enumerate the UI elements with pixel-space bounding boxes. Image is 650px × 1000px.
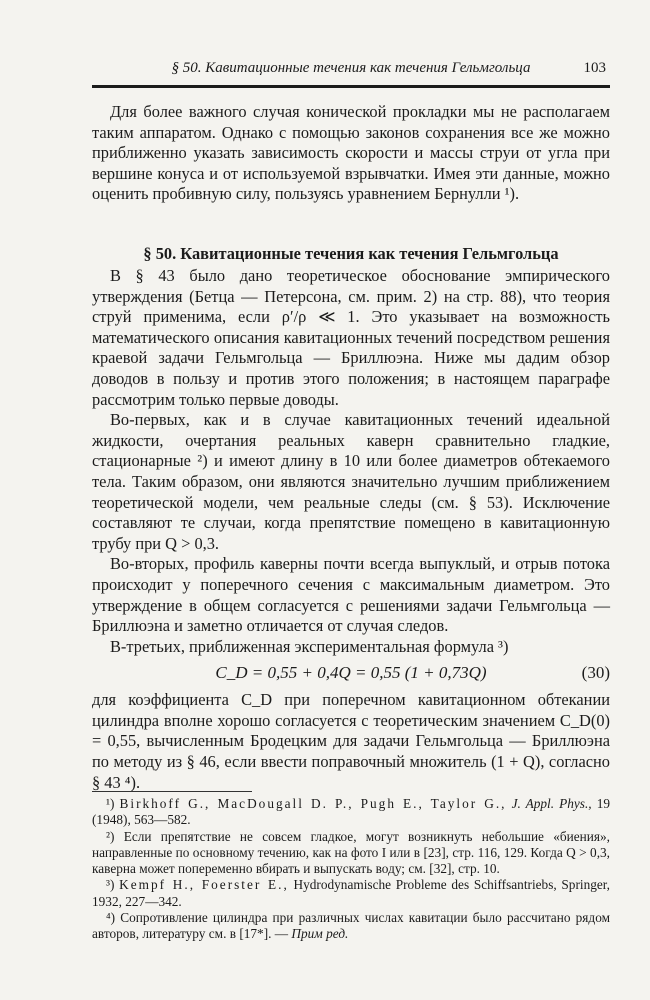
- paragraph-3: Во-вторых, профиль каверны почти всегда выпуклый, и отрыв потока происходит у поперечного сечения с максимальным диаметром. Это утверждение в общем согласуется с решениями задачи Гельмгольца — Бриллюэна и заметно отличается от случая следов.: [92, 554, 610, 636]
- equation-formula: C_D = 0,55 + 0,4Q = 0,55 (1 + 0,73Q): [215, 663, 487, 683]
- footnote-4: [92, 910, 610, 943]
- intro-paragraph: Для более важного случая конической прокладки мы не располагаем таким аппаратом. Однако с помощью законов сохранения все же можно приближенно указать зависимость скорости и массы струи от угла при вершине конуса и от используемой взрывчатки. Имея эти данные, можно оценить пробивную силу, пользуясь уравнением Бернулли ¹).: [92, 102, 610, 204]
- footnote-4-note: Прим ред.: [291, 926, 349, 942]
- footnote-4-marker: ⁴): [106, 910, 116, 926]
- footnote-2-text: Если препятствие не совсем гладкое, могут возникнуть небольшие «биения», направленные по основному течению, как на фото I или в [23], стр. 116, 129. Когда Q > 0,3, каверна может попеременно вбирать и выпускать воду; см. [32], стр. 10.: [92, 828, 610, 877]
- footnote-1-journal: J. Appl. Phys.,: [511, 796, 592, 811]
- footnote-4-text: Сопротивление цилиндра при различных числах кавитации было рассчитано рядом авторов, литературу см. в [17*]. —: [92, 910, 611, 942]
- footnote-1-rest: 19 (1948), 563—582.: [92, 796, 611, 828]
- paragraph-4: В-третьих, приближенная экспериментальная формула ³): [110, 636, 509, 656]
- running-head: § 50. Кавитационные течения как течения Гельмгольца: [171, 60, 531, 76]
- footnote-2-marker: ²): [106, 828, 115, 844]
- footnote-3: [92, 877, 610, 910]
- footnote-1: [92, 796, 610, 829]
- page-number: 103: [583, 60, 606, 76]
- footnote-3-text: Hydrodynamische Probleme des Schiffsantriebs, Springer, 1932, 227—342.: [92, 877, 610, 909]
- equation-number: (30): [581, 663, 610, 683]
- footnote-1-marker: ¹): [106, 796, 115, 811]
- footnotes: [92, 796, 610, 943]
- paragraph-1: В § 43 было дано теоретическое обоснование эмпирического утверждения (Бетца — Петерсона, см. прим. 2) на стр. 88), что теория струй применима, если ρ′/ρ ≪ 1. Это указывает на возможность математического описания кавитационных течений посредством решения краевой задачи Гельмгольца — Бриллюэна. Ниже мы дадим обзор доводов в пользу и против этого положения; в настоящем параграфе рассмотрим только первые доводы.: [92, 266, 610, 409]
- equation-row: [92, 657, 610, 690]
- footnote-2: [92, 829, 610, 878]
- section-heading: § 50. Кавитационные течения как течения Гельмгольца: [143, 244, 559, 263]
- paragraph-after-equation: для коэффициента C_D при поперечном кавитационном обтекании цилиндра вполне хорошо согласуется с теоретическим значением C_D(0) = 0,55, вычисленным Бродецким для задачи Гельмгольца — Бриллюэна по методу из § 46, если ввести поправочный множитель (1 + Q), согласно § 43 ⁴).: [92, 690, 610, 792]
- header-rule: [92, 85, 610, 88]
- footnote-3-authors: Kempf H., Foerster E.,: [119, 877, 289, 893]
- footnote-3-marker: ³): [106, 877, 115, 893]
- section-body: [92, 266, 610, 793]
- footnote-1-authors: Birkhoff G., MacDougall D. P., Pugh E., Taylor G.,: [119, 796, 507, 811]
- intro-block: [92, 102, 610, 205]
- footnote-rule: [92, 791, 252, 792]
- paragraph-2: Во-первых, как и в случае кавитационных течений идеальной жидкости, очертания реальных каверн сравнительно гладкие, стационарные ²) и имеют длину в 10 или более диаметров обтекаемого тела. Таким образом, они являются значительно лучшим приближением теоретической модели, чем реальные следы (см. § 53). Исключение составляют те случаи, когда препятствие помещено в кавитационную трубу при Q > 0,3.: [92, 410, 610, 553]
